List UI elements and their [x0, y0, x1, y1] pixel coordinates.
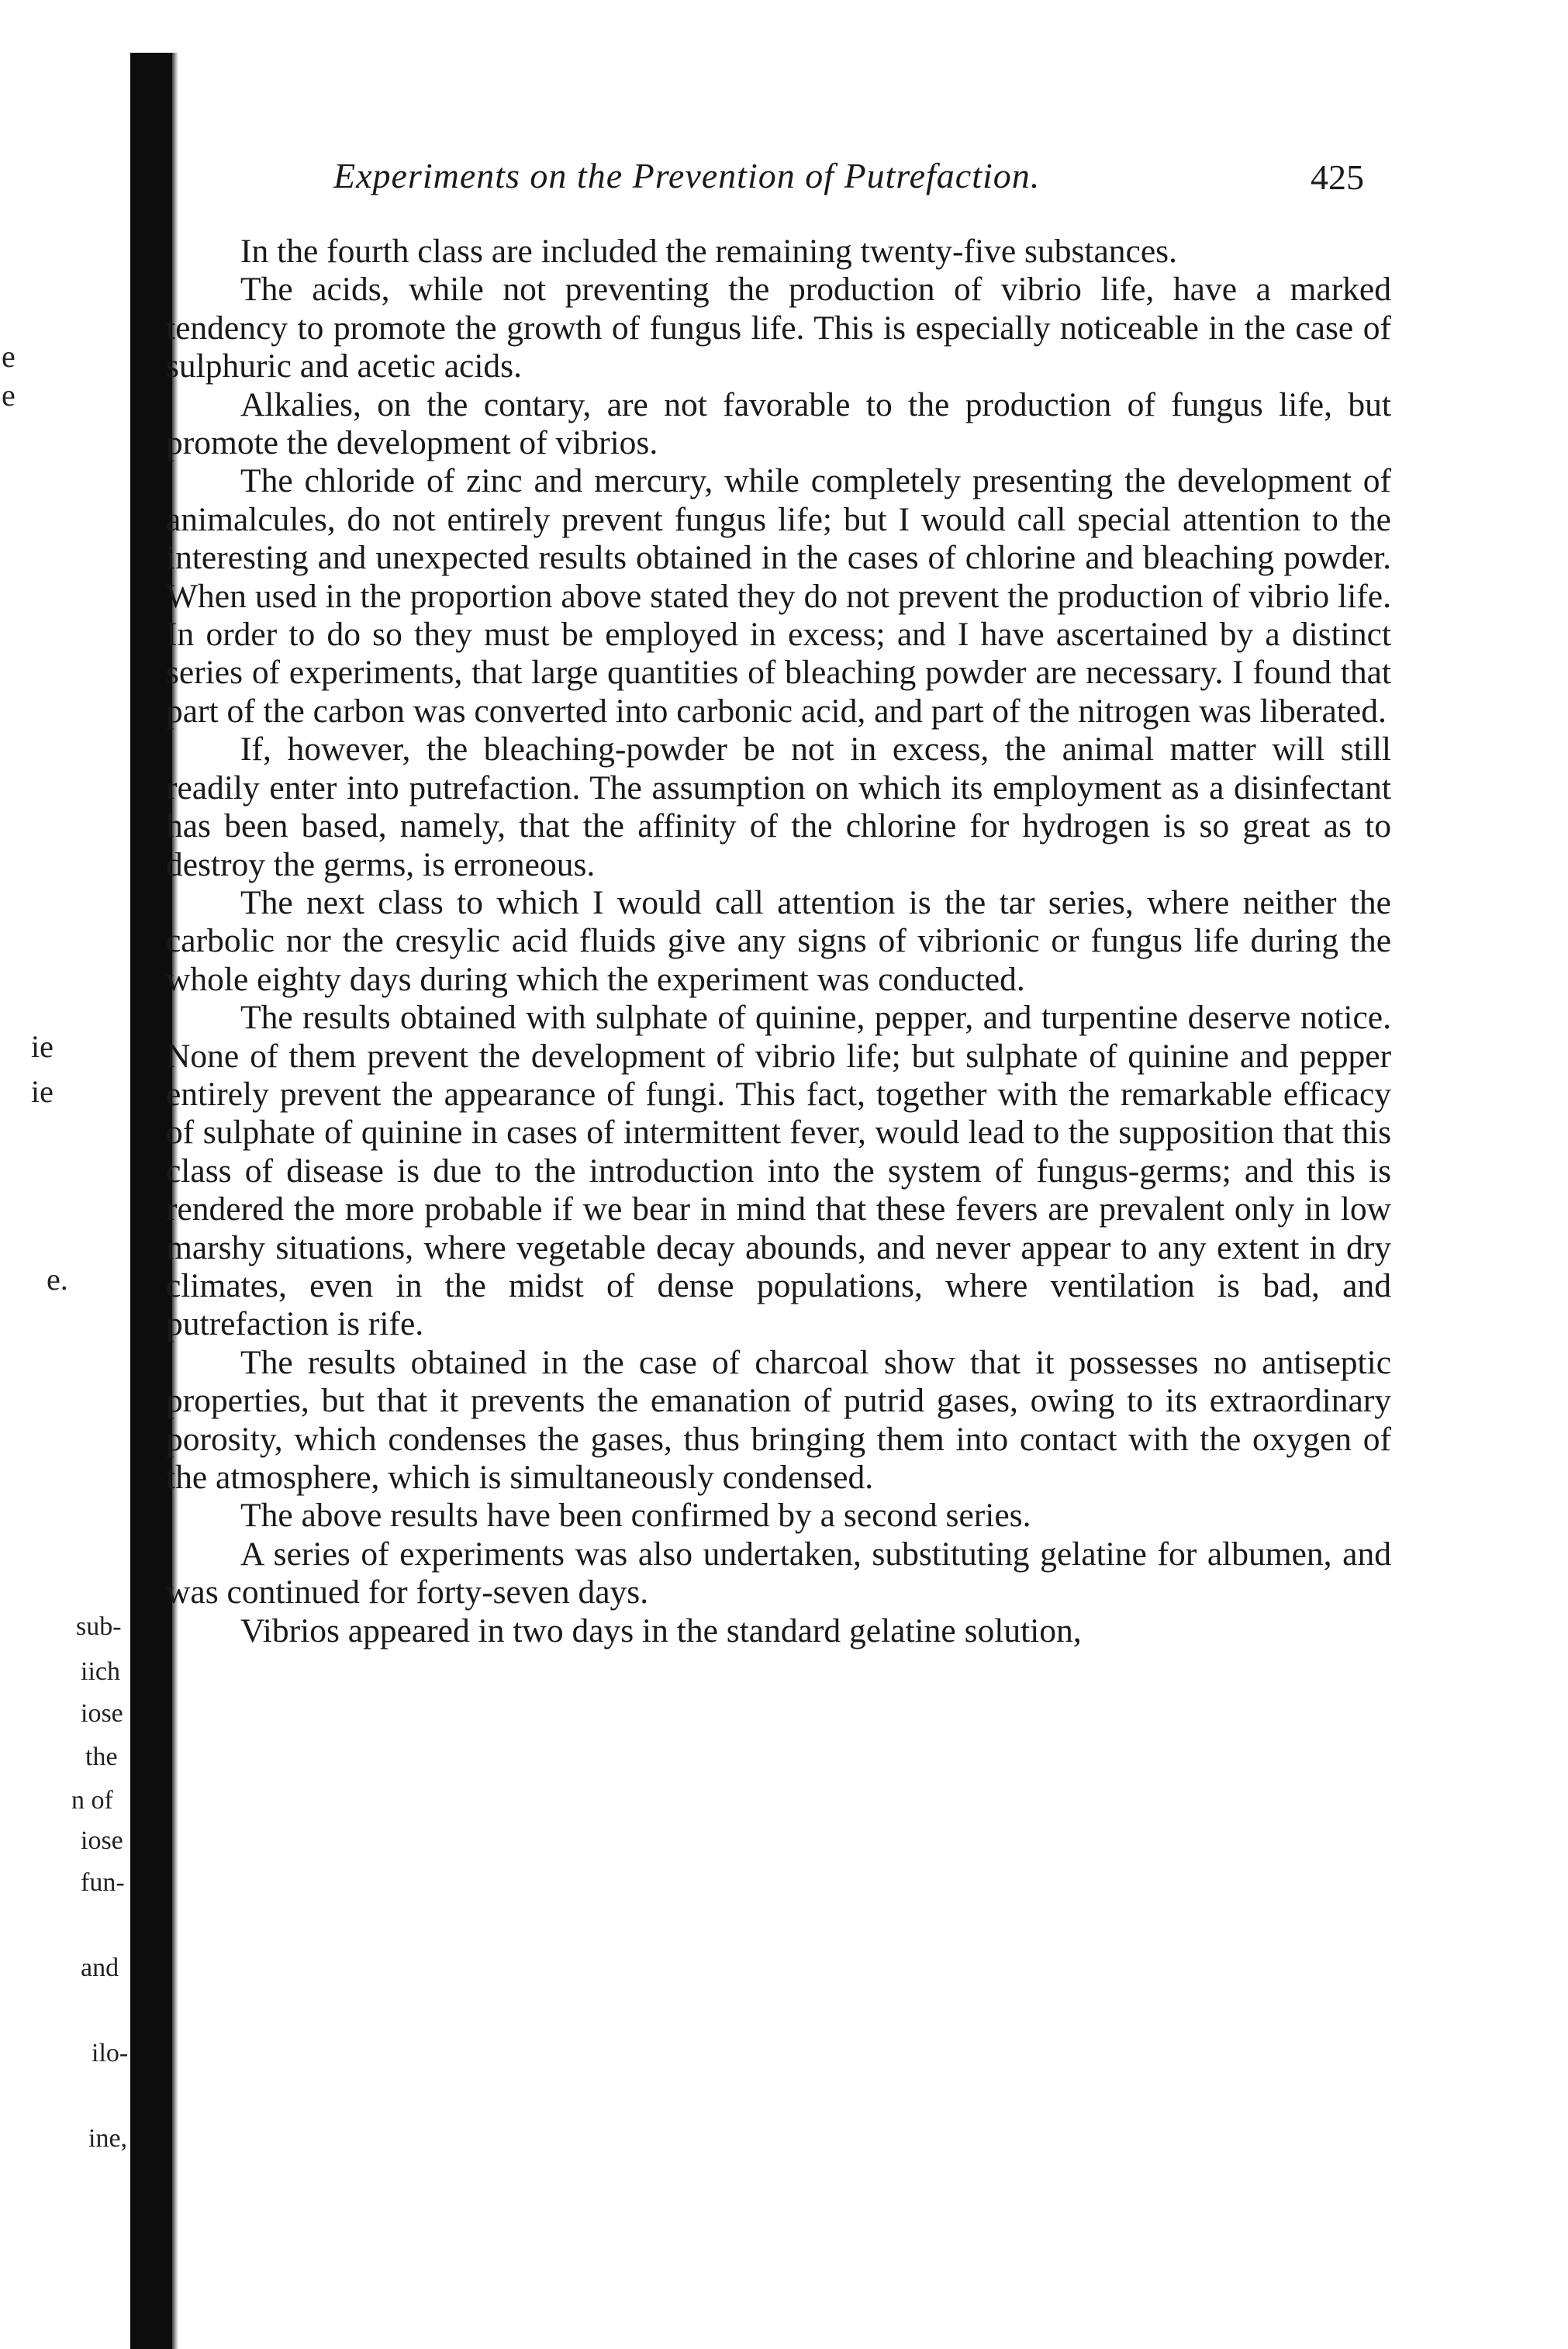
left-page-fragment: ilo- [92, 2039, 129, 2067]
left-page-fragment: and [81, 1953, 119, 1982]
left-page-fragment: sub- [76, 1612, 122, 1641]
left-page-fragment: ie [31, 1074, 54, 1109]
left-page-fragment: e [2, 378, 16, 413]
left-page-fragment: ie [31, 1029, 54, 1064]
page-body [166, 233, 1391, 1650]
paragraph: In the fourth class are included the remaining twenty-five substances. [240, 233, 1177, 270]
left-page-fragment: the [85, 1743, 118, 1771]
left-page-fragment: iich [81, 1657, 120, 1686]
paragraph: If, however, the bleaching-powder be not in excess, the animal matter will still readily enter into putrefaction. The assumption on which its employment as a disinfectant has been based, namely, that the affinity of the chlorine for hydrogen is so great as to destroy the germs, is erroneous. [166, 731, 1391, 883]
paragraph: Alkalies, on the contary, are not favorable to the production of fungus life, but promote the development of vibrios. [166, 385, 1391, 462]
page-number: 425 [1311, 157, 1364, 197]
paragraph: Vibrios appeared in two days in the standard gelatine solution, [240, 1611, 1082, 1649]
paragraph: The acids, while not preventing the production of vibrio life, have a marked tendency to promote the growth of fungus life. This is especially noticeable in the case of sulphuric and acetic acids. [166, 271, 1391, 385]
left-page-fragment: n of [71, 1786, 113, 1815]
running-title: Experiments on the Prevention of Putrefaction. [333, 156, 1041, 195]
paragraph: The results obtained in the case of charcoal show that it possesses no antiseptic properties, but that it prevents the emanation of putrid gases, owing to its extraordinary porosity, which condenses the gases, thus bringing them into contact with the oxygen of the atmosphere, which is simultaneously condensed. [166, 1343, 1391, 1496]
paragraph: The results obtained with sulphate of quinine, pepper, and turpentine deserve notice. None of them prevent the development of vibrio life; but sulphate of quinine and pepper entirely prevent the appearance of fungi. This fact, together with the remarkable efficacy of sulphate of quinine in cases of intermittent fever, would lead to the supposition that this class of disease is due to the introduction into the system of fungus-germs; and this is rendered the more probable if we bear in mind that these fevers are prevalent only in low marshy situations, where vegetable decay abounds, and never appear to any extent in dry climates, even in the midst of dense populations, where ventilation is bad, and putrefaction is rife. [166, 999, 1391, 1343]
paragraph: The above results have been confirmed by a second series. [240, 1497, 1031, 1535]
left-page-fragment: e. [47, 1262, 68, 1297]
left-page-fragment: ine, [88, 2124, 128, 2153]
left-page-fragment: fun- [81, 1868, 125, 1897]
left-page-fragment: e [2, 339, 16, 374]
left-page-fragment: iose [81, 1699, 123, 1728]
paragraph: A series of experiments was also undertaken, substituting gelatine for albumen, and was continued for forty-seven days. [166, 1535, 1391, 1611]
paragraph: The next class to which I would call attention is the tar series, where neither the carbolic nor the cresylic acid fluids give any signs of vibrionic or fungus life during the whole eighty days during which the experiment was conducted. [166, 883, 1391, 998]
left-page-fragment: iose [81, 1826, 123, 1855]
paragraph: The chloride of zinc and mercury, while completely presenting the development of animalcules, do not entirely prevent fungus life; but I would call special attention to the interesting and unexpected results obtained in the cases of chlorine and bleaching powder. When used in the proportion above stated they do not prevent the production of vibrio life. In order to do so they must be employed in excess; and I have ascertained by a distinct series of experiments, that large quantities of bleaching powder are necessary. I found that part of the carbon was converted into carbonic acid, and part of the nitrogen was liberated. [166, 462, 1391, 730]
